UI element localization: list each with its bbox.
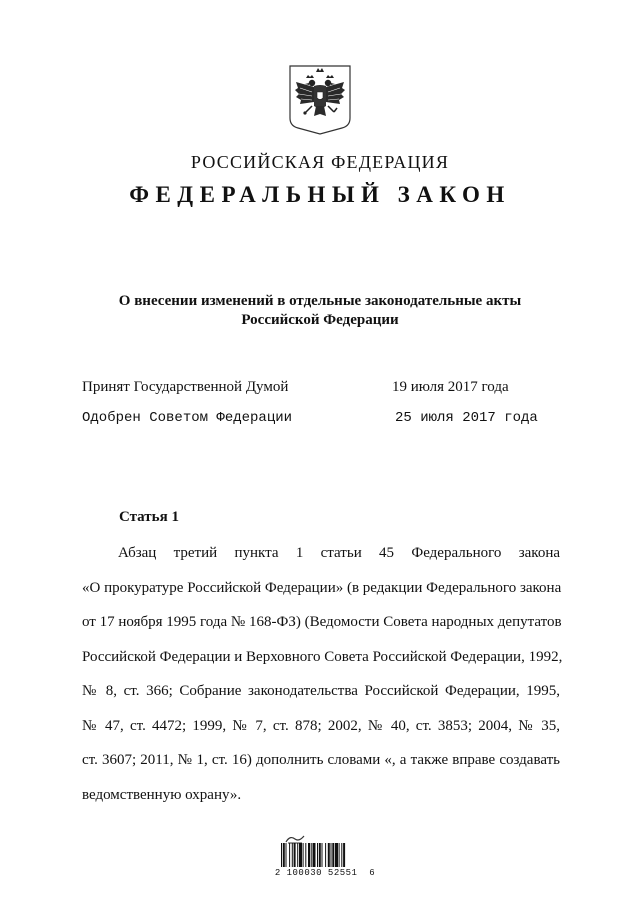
article-heading: Статья 1: [119, 509, 179, 525]
council-approval-date: 25 июля 2017 года: [395, 410, 538, 426]
barcode: [281, 843, 367, 867]
council-approval-label: Одобрен Советом Федерации: [82, 410, 293, 426]
duma-adoption-label: Принят Государственной Думой: [82, 379, 289, 395]
article-line: Абзац третий пункта 1 статьи 45 Федерального закона: [118, 545, 560, 561]
duma-adoption-date: 19 июля 2017 года: [392, 379, 509, 395]
coat-of-arms-icon: [288, 64, 352, 136]
country-name: РОССИЙСКАЯ ФЕДЕРАЦИЯ: [190, 152, 450, 172]
document-type: ФЕДЕРАЛЬНЫЙ ЗАКОН: [129, 182, 511, 207]
law-title-line: Российской Федерации: [241, 312, 399, 328]
barcode-number: 2 100030 52551 6: [274, 868, 376, 878]
article-line: № 47, ст. 4472; 1999, № 7, ст. 878; 2002, № 40, ст. 3853; 2004, № 35,: [82, 717, 560, 734]
article-line: «О прокуратуре Российской Федерации» (в редакции Федерального закона: [82, 579, 562, 596]
article-line: № 8, ст. 366; Собрание законодательства Российской Федерации, 1995,: [82, 683, 560, 699]
law-title-line: О внесении изменений в отдельные законодательные акты: [118, 293, 522, 309]
law-title: [0, 292, 640, 330]
article-line: Российской Федерации и Верховного Совета Российской Федерации, 1992,: [82, 648, 563, 665]
article-body: [82, 536, 563, 812]
article-line: от 17 ноября 1995 года № 168-ФЗ) (Ведомости Совета народных депутатов: [82, 614, 562, 630]
article-line: ведомственную охрану».: [82, 786, 242, 803]
article-line: ст. 3607; 2011, № 1, ст. 16) дополнить словами «, а также вправе создавать: [82, 752, 560, 768]
